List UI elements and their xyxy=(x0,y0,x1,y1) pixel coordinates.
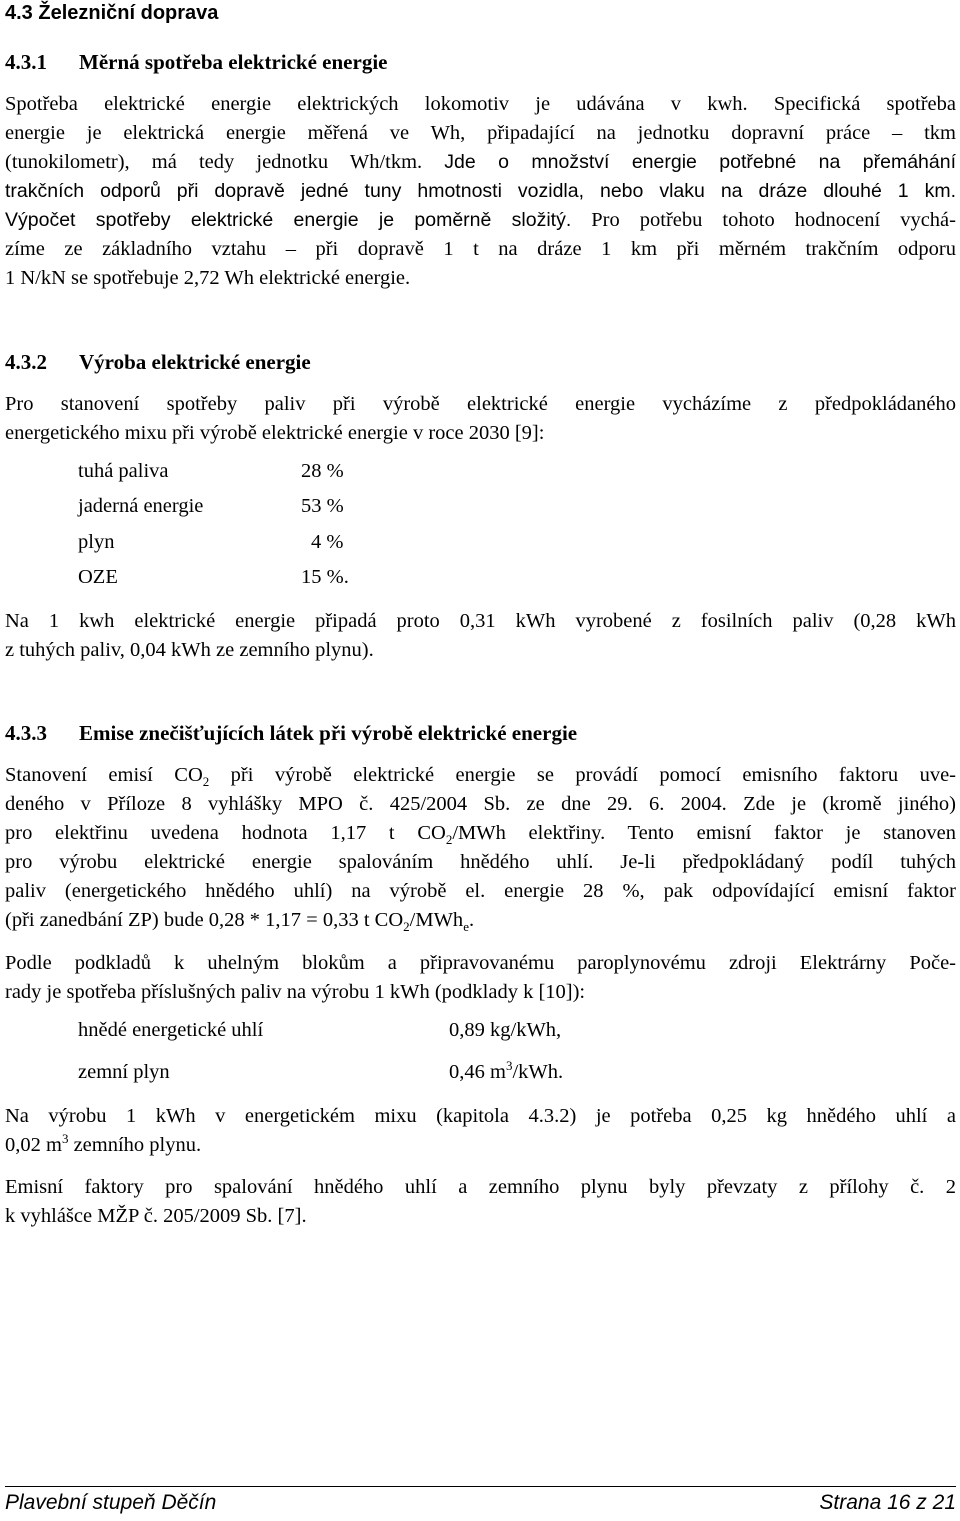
text-line: Emisní faktory pro spalování hnědého uhlí a zemního plynu byly převzaty z přílohy č. 2 xyxy=(5,1176,956,1198)
text-line: Na výrobu 1 kWh v energetickém mixu (kapitola 4.3.2) je potřeba 0,25 kg hnědého uhlí a xyxy=(5,1105,956,1127)
text-line: pro výrobu elektrické energie spalováním hnědého uhlí. Je-li předpokládaný podíl tuhých xyxy=(5,851,956,873)
paragraph-432-after xyxy=(5,607,956,665)
text-line: Spotřeba elektrické energie elektrických lokomotiv je udávána v kwh. Specifická spotřeba xyxy=(5,93,956,115)
mix-label: plyn xyxy=(78,531,115,553)
footer-document-title: Plavební stupeň Děčín xyxy=(5,1491,217,1514)
text-line: z tuhých paliv, 0,04 kWh ze zemního plynu). xyxy=(5,639,374,661)
subsection-title: Emise znečišťujících látek při výrobě elektrické energie xyxy=(79,721,578,745)
fuel-value: 0,89 kg/kWh, xyxy=(449,1019,562,1041)
mix-value: 28 % xyxy=(301,460,344,482)
footer-divider xyxy=(5,1486,956,1487)
subsection-heading-431 xyxy=(5,50,387,75)
paragraph-433-3 xyxy=(5,1102,956,1160)
text-line: Podle podkladů k uhelným blokům a připravovanému paroplynovému zdroji Elektrárny Poče- xyxy=(5,952,956,974)
text-line: Stanovení emisí $CO_2$ při výrobě elektrické energie se provádí pomocí emisního faktoru uve- xyxy=(5,764,956,790)
paragraph-431 xyxy=(5,90,956,293)
section-heading: 4.3 Železniční doprava xyxy=(5,2,219,24)
text-line: (tunokilometr), má tedy jednotku Wh/tkm. Jde o množství energie potřebné na přemáhání xyxy=(5,151,957,173)
subsection-number: 4.3.3 xyxy=(5,721,47,745)
mix-label: tuhá paliva xyxy=(78,460,169,482)
paragraph-433-4 xyxy=(5,1173,956,1231)
mix-value: 4 % xyxy=(311,531,344,553)
paragraph-433-1 xyxy=(5,761,956,935)
text-line: 0,02 $m^3$ zemního plynu. xyxy=(5,1131,202,1156)
text-line: (při zanedbání ZP) bude 0,28 * 1,17 = 0,33 t $CO_2/MWh_e$. xyxy=(5,909,475,935)
text-line: energetického mixu při výrobě elektrické energie v roce 2030 [9]: xyxy=(5,422,545,444)
footer-page-number: Strana 16 z 21 xyxy=(819,1491,956,1514)
text-line: Na 1 kwh elektrické energie připadá proto 0,31 kWh vyrobené z fosilních paliv (0,28 kWh xyxy=(5,610,956,632)
mix-value: 53 % xyxy=(301,495,344,517)
text-line: rady je spotřeba příslušných paliv na výrobu 1 kWh (podklady k [10]): xyxy=(5,981,586,1003)
text-line: deného v Příloze 8 vyhlášky MPO č. 425/2004 Sb. ze dne 29. 6. 2004. Zde je (kromě jiného) xyxy=(5,793,956,815)
subsection-number: 4.3.2 xyxy=(5,350,47,374)
paragraph-433-2 xyxy=(5,949,956,1007)
mix-value: 15 %. xyxy=(301,566,349,588)
fuel-label: zemní plyn xyxy=(78,1061,170,1083)
text-line: paliv (energetického hnědého uhlí) na výrobě el. energie 28 %, pak odpovídající emisní faktor xyxy=(5,880,956,902)
subsection-heading-432 xyxy=(5,350,311,375)
text-line: k vyhlášce MŽP č. 205/2009 Sb. [7]. xyxy=(5,1205,307,1227)
fuel-value: 0,46 $m^3$/kWh. xyxy=(449,1058,564,1083)
subsection-number: 4.3.1 xyxy=(5,50,47,74)
text-line: pro elektřinu uvedena hodnota 1,17 t $CO_2$/MWh elektřiny. Tento emisní faktor je stanoven xyxy=(5,822,957,848)
subsection-title: Měrná spotřeba elektrické energie xyxy=(79,50,388,74)
text-line: Pro stanovení spotřeby paliv při výrobě elektrické energie vycházíme z předpokládaného xyxy=(5,393,956,415)
mix-label: OZE xyxy=(78,566,118,588)
subsection-title: Výroba elektrické energie xyxy=(79,350,311,374)
text-line: 1 N/kN se spotřebuje 2,72 Wh elektrické energie. xyxy=(5,267,411,289)
mix-label: jaderná energie xyxy=(78,495,204,517)
text-line: Výpočet spotřeby elektrické energie je poměrně složitý. Pro potřebu tohoto hodnocení vychá- xyxy=(5,209,956,231)
fuel-label: hnědé energetické uhlí xyxy=(78,1019,264,1041)
text-line: trakčních odporů při dopravě jedné tuny hmotnosti vozidla, nebo vlaku na dráze dlouhé 1 km. xyxy=(5,180,956,202)
text-line: energie je elektrická energie měřená ve Wh, připadající na jednotku dopravní práce – tkm xyxy=(5,122,956,144)
subsection-heading-433 xyxy=(5,721,577,746)
text-line: zíme ze základního vztahu – při dopravě 1 t na dráze 1 km při měrném trakčním odporu xyxy=(5,238,956,260)
paragraph-432-intro xyxy=(5,390,956,448)
